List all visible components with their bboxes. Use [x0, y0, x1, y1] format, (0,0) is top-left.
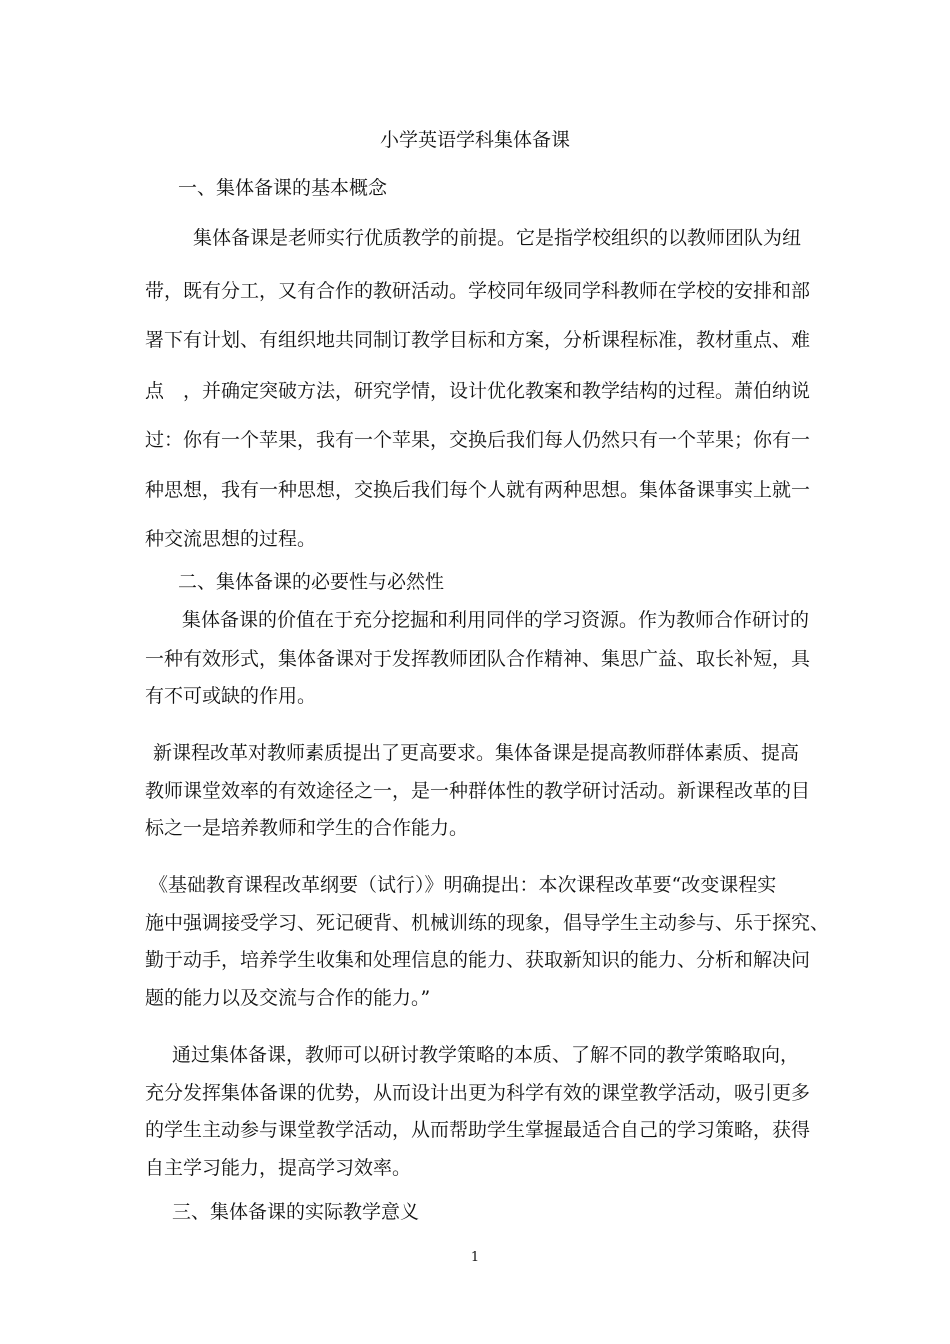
section2-para2-line: 教师课堂效率的有效途径之一，是一种群体性的教学研讨活动。新课程改革的目	[145, 780, 811, 802]
section1-heading: 一、集体备课的基本概念	[178, 177, 388, 199]
page-number: 1	[470, 1250, 480, 1265]
section1-line: 点 ，并确定突破方法，研究学情，设计优化教案和教学结构的过程。萧伯纳说	[145, 380, 811, 402]
section2-para4-line: 充分发挥集体备课的优势，从而设计出更为科学有效的课堂教学活动，吸引更多	[145, 1082, 811, 1104]
section1-line: 集体备课是老师实行优质教学的前提。它是指学校组织的以教师团队为纽	[193, 227, 802, 249]
section1-line: 种思想，我有一种思想，交换后我们每个人就有两种思想。集体备课事实上就一	[145, 479, 811, 501]
section2-para1-line: 一种有效形式，集体备课对于发挥教师团队合作精神、集思广益、取长补短，具	[145, 648, 811, 670]
section2-para2-line: 标之一是培养教师和学生的合作能力。	[145, 817, 469, 839]
section2-heading: 二、集体备课的必要性与必然性	[178, 571, 445, 593]
section2-para4-line: 的学生主动参与课堂教学活动，从而帮助学生掌握最适合自己的学习策略，获得	[145, 1119, 811, 1141]
section3-heading: 三、集体备课的实际教学意义	[172, 1201, 420, 1223]
section2-para3-line: 题的能力以及交流与合作的能力。”	[145, 987, 431, 1009]
section1-line: 带，既有分工，又有合作的教研活动。学校同年级同学科教师在学校的安排和部	[145, 280, 811, 302]
section1-line: 种交流思想的过程。	[145, 528, 317, 550]
section1-line: 署下有计划、有组织地共同制订教学目标和方案，分析课程标准，教材重点、难	[145, 329, 811, 351]
section2-para4-line: 自主学习能力，提高学习效率。	[145, 1157, 412, 1179]
section2-para4-line: 通过集体备课，教师可以研讨教学策略的本质、了解不同的教学策略取向，	[172, 1044, 800, 1066]
section2-para3-line: 勤于动手，培养学生收集和处理信息的能力、获取新知识的能力、分析和解决问	[145, 949, 811, 971]
section1-line: 过：你有一个苹果，我有一个苹果，交换后我们每人仍然只有一个苹果；你有一	[145, 429, 811, 451]
section2-para3-line: 《基础教育课程改革纲要（试行）》明确提出：本次课程改革要“改变课程实	[149, 874, 777, 896]
section2-para2-line: 新课程改革对教师素质提出了更高要求。集体备课是提高教师群体素质、提高	[153, 742, 800, 764]
section2-para3-line: 施中强调接受学习、死记硬背、机械训练的现象，倡导学生主动参与、乐于探究、	[145, 912, 830, 934]
section2-para1-line: 有不可或缺的作用。	[145, 685, 317, 707]
document-title: 小学英语学科集体备课	[379, 129, 570, 151]
section2-para1-line: 集体备课的价值在于充分挖掘和利用同伴的学习资源。作为教师合作研讨的	[182, 609, 810, 631]
